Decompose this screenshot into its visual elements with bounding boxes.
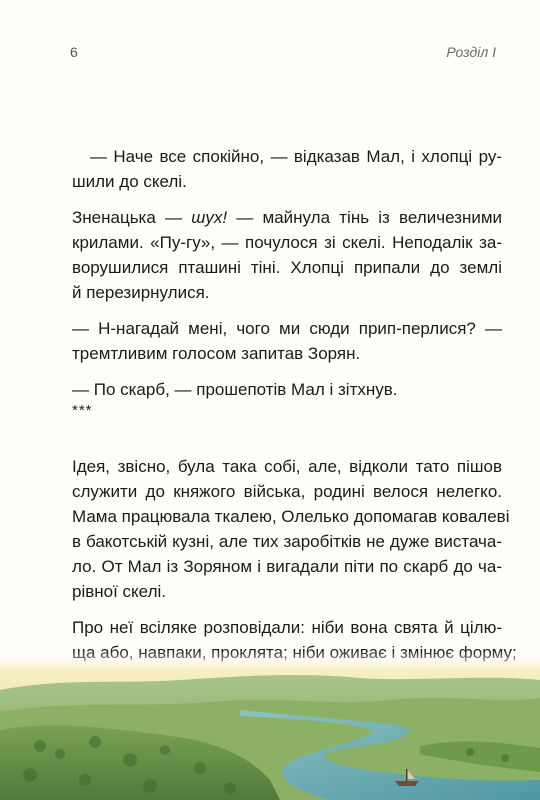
text-line: ворушилися пташині тіні. Хлопці припали до землі xyxy=(72,258,502,277)
text-line: тремтливим голосом запитав Зорян. xyxy=(72,344,361,363)
text-line xyxy=(72,205,502,230)
text-line: крилами. «Пу-гу», — почулося зі скелі. Неподалік за- xyxy=(72,233,502,252)
page-number: 6 xyxy=(70,44,78,60)
text-line: Ідея, звісно, була така собі, але, відколи тато пішов xyxy=(72,457,502,476)
section-separator: *** xyxy=(72,402,93,419)
paragraph xyxy=(72,316,502,366)
section-2 xyxy=(72,454,510,665)
paragraph xyxy=(72,205,502,305)
text-line: ло. От Мал із Зоряном і вигадали піти по скарб до ча- xyxy=(72,557,502,576)
paragraph xyxy=(72,144,502,194)
text-line: рівної скелі. xyxy=(72,582,166,601)
paragraph xyxy=(72,377,502,402)
text-segment: — майнула тінь із величезними xyxy=(227,208,503,227)
paragraph xyxy=(72,454,510,604)
text-line: Про неї всіляке розповідали: ніби вона свята й цілю- xyxy=(72,618,502,637)
text-line: Мама працювала ткалею, Олелько допомагав ковалеві xyxy=(72,507,510,526)
text-line: — Наче все спокійно, — відказав Мал, і хлопці ру- xyxy=(90,147,502,166)
text-line: служити до княжого війська, родині велося нелегко. xyxy=(72,482,502,501)
text-line: — По скарб, — прошепотів Мал і зітхнув. xyxy=(72,380,398,399)
text-line: шили до скелі. xyxy=(72,172,187,191)
text-line: в бакотській кузні, але тих заробітків не дуже вистача- xyxy=(72,532,502,551)
emphasis: шух! xyxy=(191,208,228,227)
landscape-illustration xyxy=(0,650,540,800)
text-segment: Зненацька — xyxy=(72,208,192,227)
chapter-label: Розділ І xyxy=(446,44,496,60)
text-line: й перезирнулися. xyxy=(72,283,210,302)
section-1 xyxy=(72,144,502,402)
text-line: — Н-нагадай мені, чого ми сюди прип-перлися? — xyxy=(72,319,502,338)
